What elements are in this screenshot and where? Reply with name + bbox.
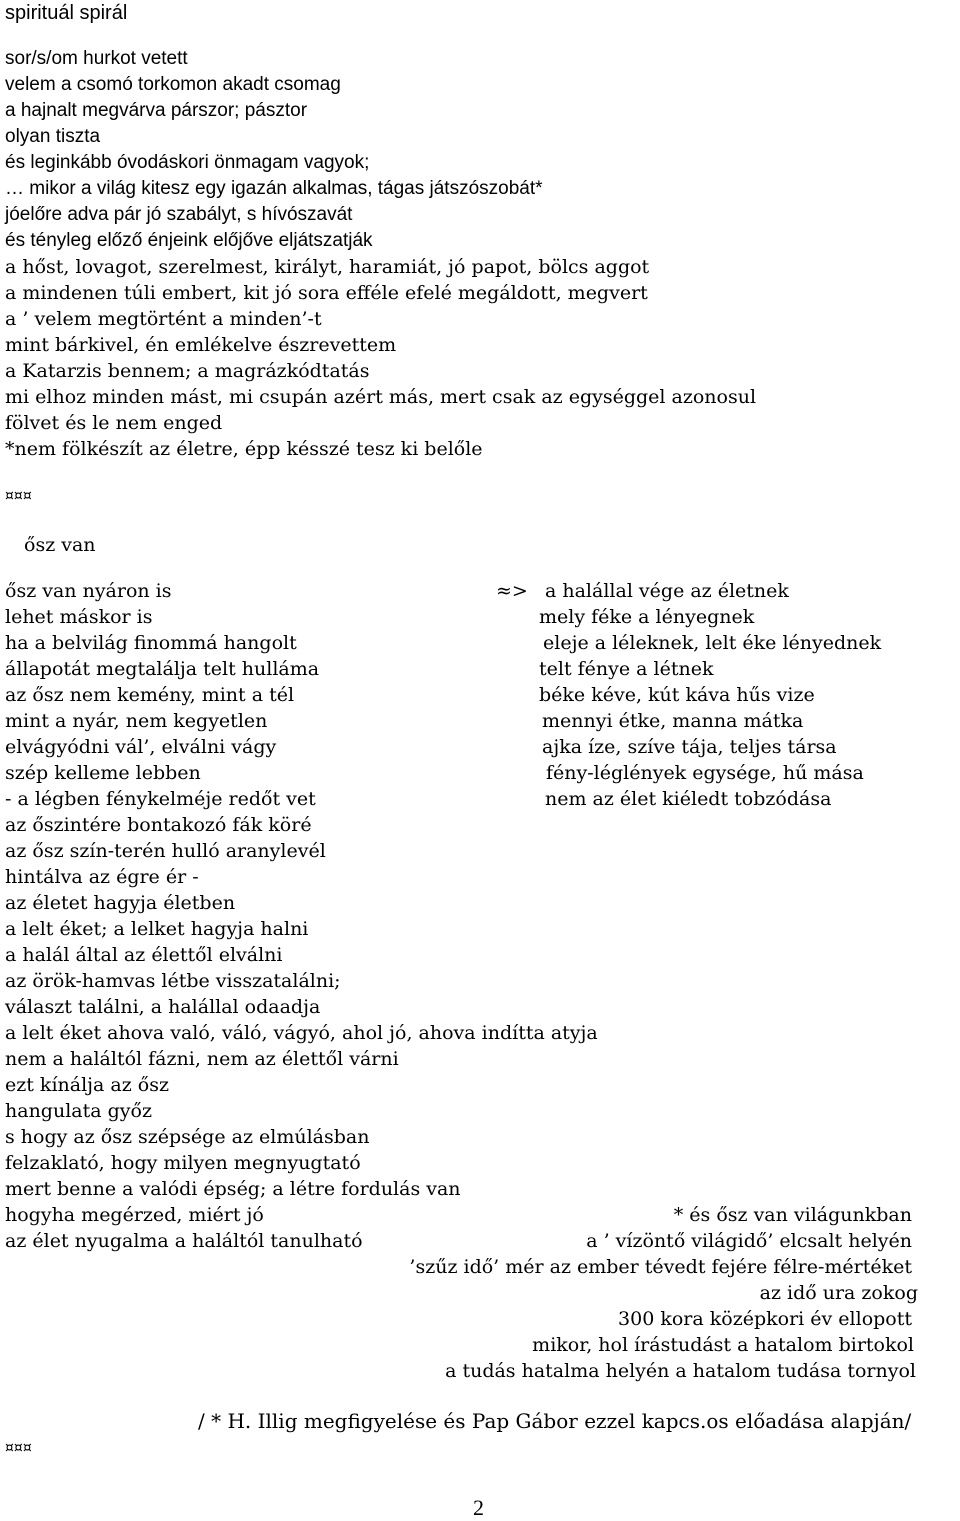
poem2-line: hogyha megérzed, miért jó <box>5 1204 264 1226</box>
poem2-right-line: mely féke a lényegnek <box>539 606 755 628</box>
page-number: 2 <box>473 1495 484 1520</box>
poem2-line: az élet nyugalma a haláltól tanulható <box>5 1230 363 1252</box>
poem2-right-line: mennyi étke, manna mátka <box>542 710 804 732</box>
poem1-line: a Katarzis bennem; a magrázkódtatás <box>5 360 370 382</box>
poem2-line: az örök-hamvas létbe visszatalálni; <box>5 970 341 992</box>
poem2-right-line: a halállal vége az életnek <box>545 580 789 602</box>
poem2-line: elvágyódni vál’, elválni vágy <box>5 736 277 758</box>
footnote-line: mikor, hol írástudást a hatalom birtokol <box>532 1334 914 1356</box>
poem1-line: mint bárkivel, én emlékelve észrevettem <box>5 334 397 356</box>
poem2-title: ősz van <box>24 534 96 556</box>
poem2-line: mint a nyár, nem kegyetlen <box>5 710 268 732</box>
poem1-line: sor/s/om hurkot vetett <box>5 48 188 69</box>
poem1-line: mi elhoz minden mást, mi csupán azért más, mert csak az egységgel azonosul <box>5 386 757 408</box>
footnote-line: * és ősz van világunkban <box>673 1204 912 1226</box>
poem1-line: jóelőre adva pár jó szabályt, s hívószavát <box>5 204 353 225</box>
poem2-line: ha a belvilág finommá hangolt <box>5 632 297 654</box>
poem2-line: a lelt éket ahova való, váló, vágyó, ahol jó, ahova indítta atyja <box>5 1022 598 1044</box>
poem2-line: lehet máskor is <box>5 606 153 628</box>
poem1-line: a mindenen túli embert, kit jó sora efféle efelé megáldott, megvert <box>5 282 648 304</box>
poem2-line: állapotát megtalálja telt hulláma <box>5 658 320 680</box>
poem2-line: az őszintére bontakozó fák köré <box>5 814 312 836</box>
footnote-line: az idő ura zokog <box>759 1282 918 1304</box>
poem1-line: *nem fölkészít az életre, épp késszé tesz ki belőle <box>5 438 483 460</box>
poem2-line: hangulata győz <box>5 1100 152 1122</box>
poem2-line: a lelt éket; a lelket hagyja halni <box>5 918 309 940</box>
poem1-line: a hajnalt megvárva párszor; pásztor <box>5 100 308 121</box>
footnote-line: ’szűz idő’ mér az ember tévedt fejére félre-mértéket <box>409 1256 912 1278</box>
source-note: / * H. Illig megfigyelése és Pap Gábor ezzel kapcs.os előadása alapján/ <box>198 1409 912 1433</box>
poem2-line: - a légben fénykelméje redőt vet <box>5 788 316 810</box>
section-separator: ¤¤¤ <box>5 1440 32 1456</box>
poem2-right-line: ajka íze, szíve tája, teljes társa <box>542 736 837 758</box>
poem2-line: szép kelleme lebben <box>5 762 201 784</box>
poem2-right-line: telt fénye a létnek <box>539 658 714 680</box>
poem2-line: az ősz szín-terén hulló aranylevél <box>5 840 326 862</box>
footnote-line: a tudás hatalma helyén a hatalom tudása tornyol <box>445 1360 916 1382</box>
poem2-right-line: eleje a léleknek, lelt éke lényednek <box>543 632 882 654</box>
poem1-line: olyan tiszta <box>5 126 101 147</box>
arrow-symbol: ≈> <box>496 580 528 602</box>
footnote-line: 300 kora középkori év ellopott <box>618 1308 912 1330</box>
poem2-right-line: nem az élet kiéledt tobzódása <box>545 788 832 810</box>
poem1-line: velem a csomó torkomon akadt csomag <box>5 74 341 95</box>
poem1-line: a hőst, lovagot, szerelmest, királyt, haramiát, jó papot, bölcs aggot <box>5 256 650 278</box>
poem2-line: ősz van nyáron is <box>5 580 172 602</box>
poem2-line: az életet hagyja életben <box>5 892 236 914</box>
poem1-title: spirituál spirál <box>5 2 128 24</box>
poem1-line: … mikor a világ kitesz egy igazán alkalmas, tágas játszószobát* <box>5 178 543 199</box>
poem2-right-line: béke kéve, kút káva hűs vize <box>539 684 815 706</box>
poem1-line: és leginkább óvodáskori önmagam vagyok; <box>5 152 370 173</box>
poem2-line: ezt kínálja az ősz <box>5 1074 169 1096</box>
poem1-line: a ’ velem megtörtént a minden’-t <box>5 308 322 330</box>
poem1-line: fölvet és le nem enged <box>5 412 223 434</box>
poem2-line: mert benne a valódi épség; a létre fordulás van <box>5 1178 461 1200</box>
poem2-line: választ találni, a halállal odaadja <box>5 996 321 1018</box>
poem2-right-line: fény-léglények egysége, hű mása <box>546 762 864 784</box>
poem2-line: s hogy az ősz szépsége az elmúlásban <box>5 1126 370 1148</box>
poem2-line: az ősz nem kemény, mint a tél <box>5 684 295 706</box>
poem2-line: a halál által az élettől elválni <box>5 944 283 966</box>
poem2-line: felzaklató, hogy milyen megnyugtató <box>5 1152 361 1174</box>
poem2-line: hintálva az égre ér - <box>5 866 199 888</box>
footnote-line: a ’ vízöntő világidő’ elcsalt helyén <box>586 1230 912 1252</box>
section-separator: ¤¤¤ <box>5 488 32 504</box>
poem2-line: nem a haláltól fázni, nem az élettől várni <box>5 1048 399 1070</box>
poem1-line: és tényleg előző énjeink előjőve eljátszatják <box>5 230 373 251</box>
